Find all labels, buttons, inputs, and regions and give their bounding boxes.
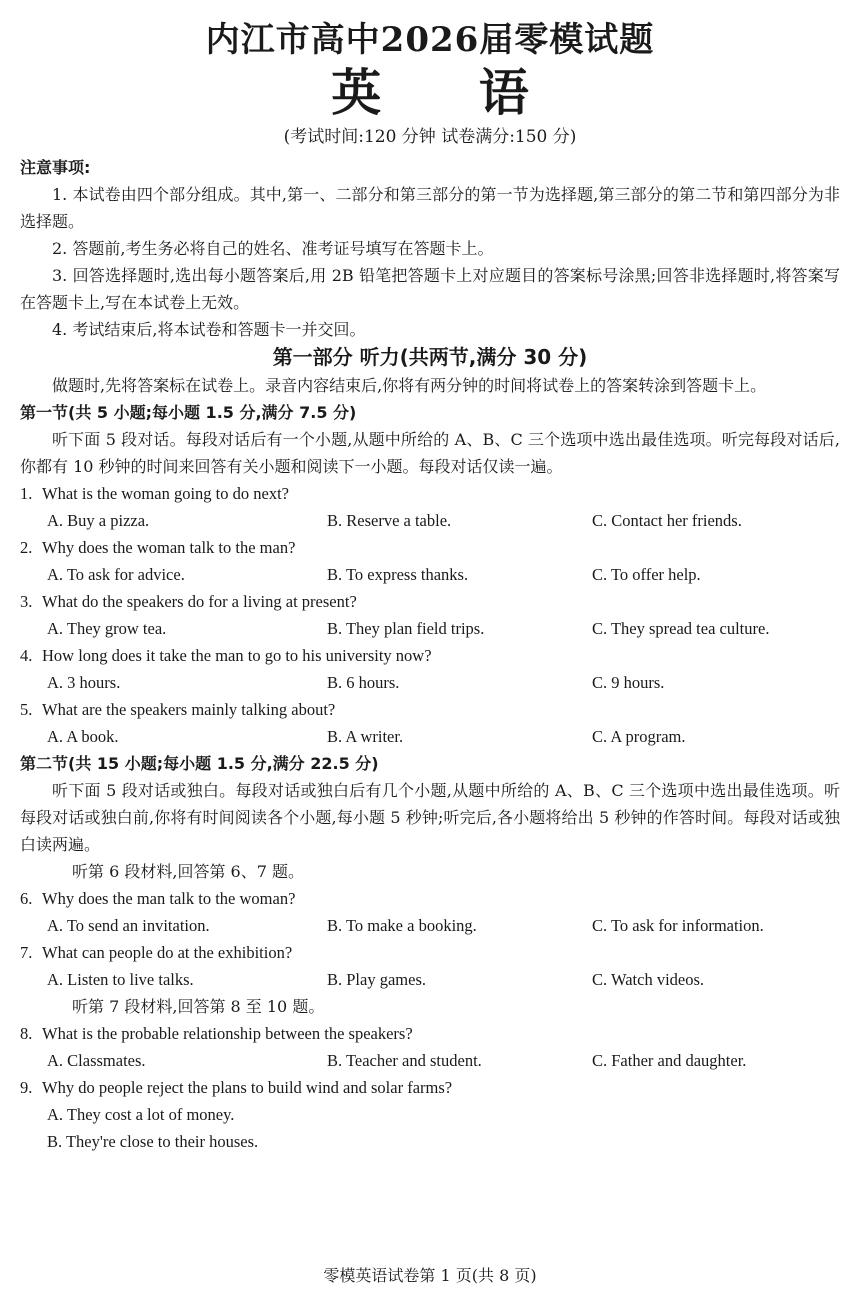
option-c: C. 9 hours.	[592, 673, 665, 692]
option-b: B. They plan field trips.	[327, 619, 485, 638]
question-9	[20, 1074, 840, 1155]
option-a: A. Classmates.	[47, 1051, 146, 1070]
option-b: B. To express thanks.	[327, 565, 469, 584]
option-b: B. Play games.	[327, 970, 426, 989]
subject-title: 英 语	[331, 63, 569, 122]
question-stem: Why does the woman talk to the man?	[42, 538, 296, 557]
option-b: B. Teacher and student.	[327, 1051, 482, 1070]
question-number: 9.	[20, 1078, 33, 1097]
option-c: C. Watch videos.	[592, 970, 705, 989]
exam-info: (考试时间:120 分钟 试卷满分:150 分)	[283, 127, 577, 147]
question-number: 2.	[20, 538, 33, 557]
question-number: 4.	[20, 646, 33, 665]
material-6-note: 听第 6 段材料,回答第 6、7 题。	[72, 862, 304, 881]
question-stem: What do the speakers do for a living at present?	[42, 592, 357, 611]
material-7-note: 听第 7 段材料,回答第 8 至 10 题。	[72, 997, 325, 1016]
question-stem: What is the woman going to do next?	[42, 484, 289, 503]
option-a: A. They grow tea.	[47, 619, 167, 638]
option-b: B. 6 hours.	[327, 673, 400, 692]
notes-section	[20, 154, 840, 343]
question-stem: What can people do at the exhibition?	[42, 943, 293, 962]
question-number: 8.	[20, 1024, 33, 1043]
notes-item: 4. 考试结束后,将本试卷和答题卡一并交回。	[52, 320, 366, 339]
option-b: B. A writer.	[327, 727, 404, 746]
option-a: A. To send an invitation.	[47, 916, 210, 935]
notes-heading: 注意事项:	[20, 158, 91, 177]
question-number: 7.	[20, 943, 33, 962]
question-stem: What are the speakers mainly talking about?	[42, 700, 336, 719]
option-c: C. Father and daughter.	[592, 1051, 747, 1070]
notes-item: 3. 回答选择题时,选出每小题答案后,用 2B 铅笔把答题卡上对应题目的答案标号涂黑;回答非选择题时,将答案写在答题卡上,写在本试卷上无效。	[20, 266, 840, 312]
section2-instruction: 听下面 5 段对话或独白。每段对话或独白后有几个小题,从题中所给的 A、B、C 三个选项中选出最佳选项。听每段对话或独白前,你将有时间阅读各个小题,每小题 5 秒钟;听完后,各小题将给出 5 秒钟的作答时间。每段对话或独白读两遍。	[20, 781, 840, 854]
question-7	[20, 939, 840, 993]
part1-intro: 做题时,先将答案标在试卷上。录音内容结束后,你将有两分钟的时间将试卷上的答案转涂到答题卡上。	[52, 376, 767, 395]
question-8	[20, 1020, 840, 1074]
option-c: C. A program.	[592, 727, 686, 746]
option-c: C. They spread tea culture.	[592, 619, 770, 638]
notes-item: 2. 答题前,考生务必将自己的姓名、准考证号填写在答题卡上。	[52, 239, 494, 258]
section2-heading: 第二节(共 15 小题;每小题 1.5 分,满分 22.5 分)	[20, 754, 379, 773]
question-number: 1.	[20, 484, 33, 503]
part1-heading: 第一部分 听力(共两节,满分 30 分)	[272, 345, 588, 369]
question-number: 3.	[20, 592, 33, 611]
question-number: 6.	[20, 889, 33, 908]
option-c: C. Contact her friends.	[592, 511, 742, 530]
section1-instruction: 听下面 5 段对话。每段对话后有一个小题,从题中所给的 A、B、C 三个选项中选出最佳选项。听完每段对话后,你都有 10 秒钟的时间来回答有关小题和阅读下一小题。每段对话仅读一遍。	[20, 430, 840, 476]
notes-item: 1. 本试卷由四个部分组成。其中,第一、二部分和第三部分的第一节为选择题,第三部分的第二节和第四部分为非选择题。	[20, 185, 840, 231]
option-a: A. To ask for advice.	[47, 565, 185, 584]
question-stem: Why does the man talk to the woman?	[42, 889, 296, 908]
option-b: B. They're close to their houses.	[47, 1132, 259, 1151]
section1-heading: 第一节(共 5 小题;每小题 1.5 分,满分 7.5 分)	[20, 403, 357, 422]
option-a: A. Listen to live talks.	[47, 970, 194, 989]
question-2	[20, 534, 840, 588]
option-a: A. Buy a pizza.	[47, 511, 150, 530]
option-c: C. To ask for information.	[592, 916, 764, 935]
option-b: B. To make a booking.	[327, 916, 477, 935]
question-stem: How long does it take the man to go to his university now?	[42, 646, 432, 665]
option-a: A. A book.	[47, 727, 119, 746]
page-footer: 零模英语试卷第 1 页(共 8 页)	[323, 1266, 537, 1285]
question-4	[20, 642, 840, 696]
question-3	[20, 588, 840, 642]
question-stem: What is the probable relationship between the speakers?	[42, 1024, 413, 1043]
option-a: A. 3 hours.	[47, 673, 121, 692]
question-5	[20, 696, 840, 750]
question-number: 5.	[20, 700, 33, 719]
exam-title: 内江市高中2026届零模试题	[205, 20, 655, 60]
question-stem: Why do people reject the plans to build wind and solar farms?	[42, 1078, 453, 1097]
option-c: C. To offer help.	[592, 565, 701, 584]
question-1	[20, 480, 840, 534]
option-b: B. Reserve a table.	[327, 511, 452, 530]
option-a: A. They cost a lot of money.	[47, 1105, 235, 1124]
question-6	[20, 885, 840, 939]
